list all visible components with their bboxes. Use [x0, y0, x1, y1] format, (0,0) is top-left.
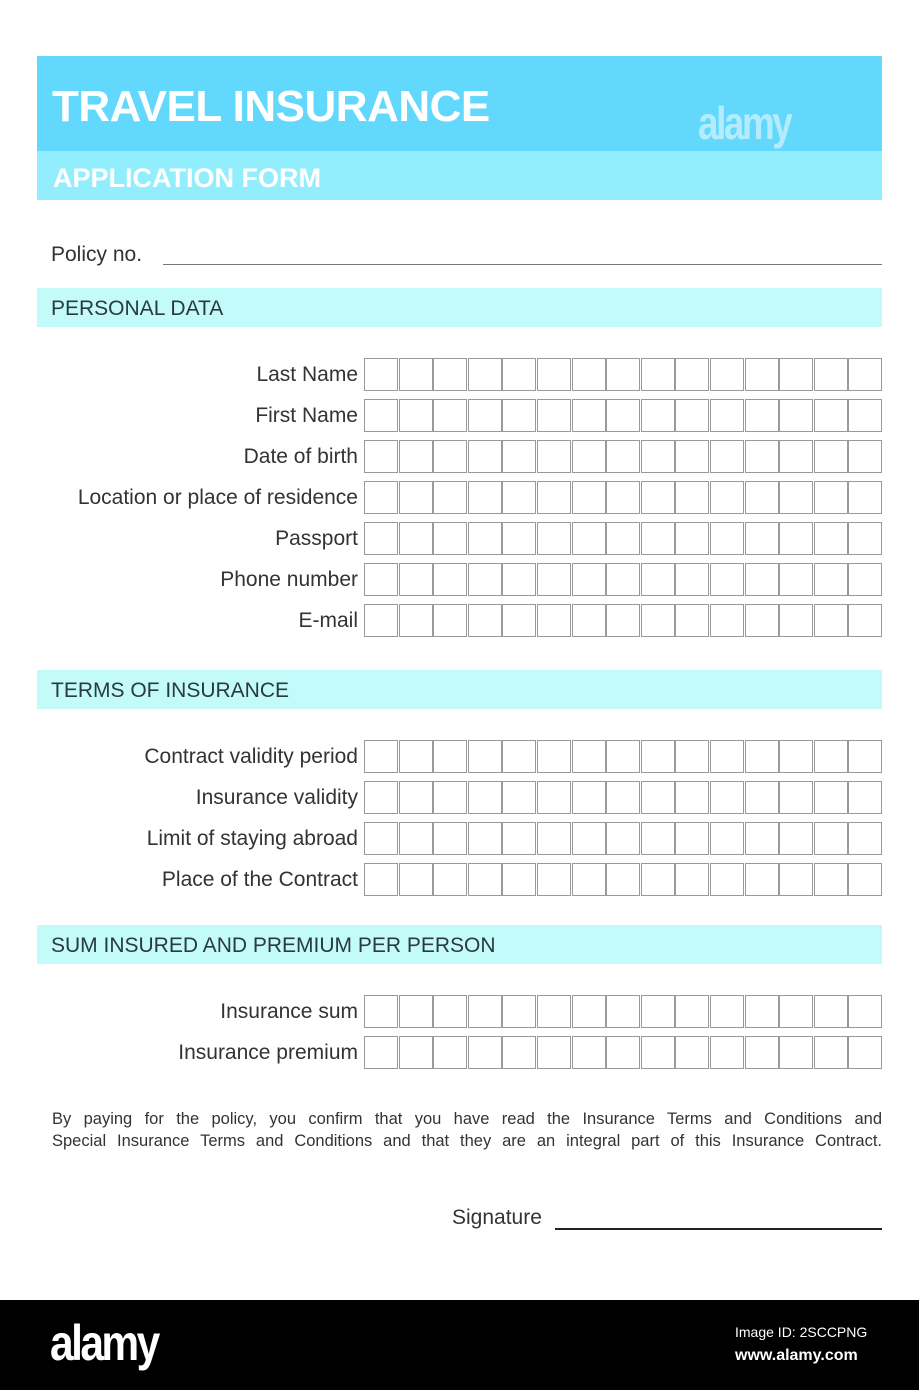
- character-box[interactable]: [848, 358, 882, 391]
- character-box[interactable]: [502, 522, 536, 555]
- character-box[interactable]: [641, 740, 675, 773]
- character-box[interactable]: [814, 1036, 848, 1069]
- character-box[interactable]: [364, 440, 398, 473]
- character-box[interactable]: [399, 863, 433, 896]
- character-box[interactable]: [710, 781, 744, 814]
- character-box[interactable]: [710, 740, 744, 773]
- character-box[interactable]: [641, 863, 675, 896]
- character-box[interactable]: [848, 604, 882, 637]
- character-box[interactable]: [675, 863, 709, 896]
- character-box[interactable]: [364, 604, 398, 637]
- section-header: [37, 670, 882, 709]
- character-box[interactable]: [675, 995, 709, 1028]
- character-box[interactable]: [433, 781, 467, 814]
- character-box[interactable]: [502, 604, 536, 637]
- disclaimer-line: Special Insurance Terms and Conditions and that they are an integral part of this Insurance Contract.: [52, 1132, 882, 1150]
- character-box[interactable]: [468, 604, 502, 637]
- character-box[interactable]: [710, 358, 744, 391]
- character-box[interactable]: [433, 863, 467, 896]
- character-box[interactable]: [675, 358, 709, 391]
- character-box[interactable]: [641, 399, 675, 432]
- character-box[interactable]: [537, 781, 571, 814]
- character-box[interactable]: [606, 995, 640, 1028]
- character-box[interactable]: [606, 740, 640, 773]
- character-box[interactable]: [537, 440, 571, 473]
- character-box[interactable]: [641, 822, 675, 855]
- character-box-field[interactable]: [364, 995, 882, 1028]
- character-box[interactable]: [814, 822, 848, 855]
- disclaimer: [52, 1108, 882, 1152]
- character-box[interactable]: [710, 604, 744, 637]
- character-box[interactable]: [537, 1036, 571, 1069]
- character-box-field[interactable]: [364, 781, 882, 814]
- character-box[interactable]: [572, 781, 606, 814]
- field-label: Location or place of residence: [77, 486, 358, 509]
- form-subtitle: APPLICATION FORM: [53, 163, 321, 193]
- character-box[interactable]: [710, 995, 744, 1028]
- character-box[interactable]: [364, 481, 398, 514]
- character-box[interactable]: [572, 604, 606, 637]
- character-box-field[interactable]: [364, 604, 882, 637]
- character-box[interactable]: [502, 563, 536, 596]
- character-box[interactable]: [779, 1036, 813, 1069]
- character-box[interactable]: [745, 440, 779, 473]
- field-label: First Name: [255, 404, 358, 427]
- character-box[interactable]: [537, 995, 571, 1028]
- character-box[interactable]: [399, 740, 433, 773]
- policy-number-label: Policy no.: [51, 243, 143, 266]
- character-box[interactable]: [399, 399, 433, 432]
- character-box[interactable]: [433, 399, 467, 432]
- character-box[interactable]: [364, 995, 398, 1028]
- character-box[interactable]: [572, 522, 606, 555]
- character-box[interactable]: [399, 481, 433, 514]
- character-box[interactable]: [606, 863, 640, 896]
- character-box[interactable]: [675, 481, 709, 514]
- character-box[interactable]: [814, 863, 848, 896]
- field-label: Date of birth: [243, 445, 358, 468]
- disclaimer-line: By paying for the policy, you confirm that you have read the Insurance Terms and Conditions and: [52, 1110, 882, 1128]
- character-box[interactable]: [814, 740, 848, 773]
- character-box-field[interactable]: [364, 563, 882, 596]
- character-box[interactable]: [433, 604, 467, 637]
- character-box[interactable]: [399, 781, 433, 814]
- character-box[interactable]: [710, 1036, 744, 1069]
- character-box[interactable]: [502, 863, 536, 896]
- character-box[interactable]: [675, 1036, 709, 1069]
- character-box[interactable]: [779, 604, 813, 637]
- character-box[interactable]: [364, 563, 398, 596]
- character-box[interactable]: [433, 358, 467, 391]
- character-box[interactable]: [641, 481, 675, 514]
- character-box[interactable]: [848, 399, 882, 432]
- field-label: Contract validity period: [144, 745, 358, 768]
- character-box[interactable]: [433, 440, 467, 473]
- character-box[interactable]: [572, 1036, 606, 1069]
- character-box[interactable]: [433, 481, 467, 514]
- character-box[interactable]: [364, 522, 398, 555]
- character-box[interactable]: [399, 1036, 433, 1069]
- character-box[interactable]: [675, 604, 709, 637]
- character-box[interactable]: [710, 399, 744, 432]
- character-box[interactable]: [814, 781, 848, 814]
- character-box[interactable]: [745, 481, 779, 514]
- character-box[interactable]: [848, 822, 882, 855]
- character-box[interactable]: [433, 822, 467, 855]
- character-box[interactable]: [641, 781, 675, 814]
- section-header: [37, 288, 882, 327]
- character-box[interactable]: [502, 1036, 536, 1069]
- character-box[interactable]: [745, 822, 779, 855]
- character-box[interactable]: [537, 481, 571, 514]
- character-box[interactable]: [537, 399, 571, 432]
- character-box[interactable]: [710, 481, 744, 514]
- character-box[interactable]: [814, 399, 848, 432]
- character-box[interactable]: [606, 522, 640, 555]
- character-box[interactable]: [572, 440, 606, 473]
- character-box[interactable]: [537, 604, 571, 637]
- character-box[interactable]: [779, 822, 813, 855]
- character-box[interactable]: [710, 563, 744, 596]
- character-box[interactable]: [641, 604, 675, 637]
- footer-url: www.alamy.com: [735, 1347, 858, 1364]
- character-box[interactable]: [675, 781, 709, 814]
- character-box[interactable]: [745, 522, 779, 555]
- character-box[interactable]: [745, 1036, 779, 1069]
- character-box-field[interactable]: [364, 358, 882, 391]
- character-box[interactable]: [537, 358, 571, 391]
- character-box[interactable]: [502, 740, 536, 773]
- character-box[interactable]: [572, 563, 606, 596]
- character-box[interactable]: [433, 563, 467, 596]
- character-box[interactable]: [745, 740, 779, 773]
- character-box[interactable]: [572, 822, 606, 855]
- character-box[interactable]: [364, 740, 398, 773]
- character-box[interactable]: [779, 358, 813, 391]
- character-box[interactable]: [848, 781, 882, 814]
- field-label: Limit of staying abroad: [146, 827, 358, 850]
- character-box-field[interactable]: [364, 740, 882, 773]
- character-box[interactable]: [572, 995, 606, 1028]
- section-title: TERMS OF INSURANCE: [51, 679, 290, 702]
- character-box[interactable]: [537, 863, 571, 896]
- character-box[interactable]: [848, 863, 882, 896]
- character-box[interactable]: [364, 863, 398, 896]
- character-box[interactable]: [675, 440, 709, 473]
- character-box[interactable]: [675, 522, 709, 555]
- character-box[interactable]: [745, 399, 779, 432]
- character-box[interactable]: [572, 863, 606, 896]
- character-box[interactable]: [364, 781, 398, 814]
- character-box[interactable]: [364, 358, 398, 391]
- character-box[interactable]: [848, 740, 882, 773]
- character-box[interactable]: [468, 399, 502, 432]
- character-box[interactable]: [433, 740, 467, 773]
- character-box[interactable]: [814, 604, 848, 637]
- character-box[interactable]: [779, 781, 813, 814]
- character-box-field[interactable]: [364, 863, 882, 896]
- character-box[interactable]: [848, 522, 882, 555]
- character-box[interactable]: [848, 481, 882, 514]
- character-box[interactable]: [537, 740, 571, 773]
- character-box[interactable]: [502, 781, 536, 814]
- character-box[interactable]: [814, 522, 848, 555]
- character-box[interactable]: [468, 740, 502, 773]
- character-box[interactable]: [572, 740, 606, 773]
- field-label: Passport: [275, 527, 358, 550]
- character-box[interactable]: [641, 1036, 675, 1069]
- character-box[interactable]: [606, 604, 640, 637]
- character-box[interactable]: [848, 563, 882, 596]
- character-box-field[interactable]: [364, 440, 882, 473]
- field-label: Phone number: [220, 568, 358, 591]
- character-box[interactable]: [779, 481, 813, 514]
- character-box[interactable]: [502, 995, 536, 1028]
- character-box[interactable]: [675, 740, 709, 773]
- character-box[interactable]: [502, 822, 536, 855]
- character-box[interactable]: [468, 563, 502, 596]
- character-box[interactable]: [745, 995, 779, 1028]
- character-box[interactable]: [814, 440, 848, 473]
- character-box[interactable]: [399, 563, 433, 596]
- character-box[interactable]: [468, 995, 502, 1028]
- character-box[interactable]: [710, 522, 744, 555]
- section-title: PERSONAL DATA: [51, 297, 224, 320]
- image-id: Image ID: 2SCCPNG: [735, 1324, 868, 1340]
- character-box[interactable]: [779, 440, 813, 473]
- character-box[interactable]: [745, 563, 779, 596]
- signature-field[interactable]: [555, 1228, 882, 1230]
- character-box[interactable]: [641, 563, 675, 596]
- character-box[interactable]: [675, 399, 709, 432]
- section-title: SUM INSURED AND PREMIUM PER PERSON: [51, 934, 496, 957]
- watermark-logo: alamy: [698, 97, 791, 149]
- character-box[interactable]: [606, 440, 640, 473]
- character-box[interactable]: [399, 604, 433, 637]
- field-label: Place of the Contract: [161, 868, 358, 891]
- character-box[interactable]: [745, 863, 779, 896]
- form-title: TRAVEL INSURANCE: [52, 82, 490, 131]
- character-box[interactable]: [745, 781, 779, 814]
- character-box[interactable]: [710, 440, 744, 473]
- character-box[interactable]: [779, 995, 813, 1028]
- character-box[interactable]: [606, 822, 640, 855]
- field-label: Insurance premium: [178, 1041, 358, 1064]
- character-box[interactable]: [502, 481, 536, 514]
- alamy-logo: alamy: [50, 1315, 158, 1371]
- character-box[interactable]: [399, 358, 433, 391]
- character-box[interactable]: [468, 863, 502, 896]
- character-box[interactable]: [537, 822, 571, 855]
- character-box[interactable]: [468, 781, 502, 814]
- character-box[interactable]: [606, 481, 640, 514]
- character-box[interactable]: [814, 563, 848, 596]
- character-box[interactable]: [468, 358, 502, 391]
- character-box[interactable]: [468, 822, 502, 855]
- field-label: Insurance sum: [220, 1000, 358, 1023]
- character-box[interactable]: [572, 358, 606, 391]
- character-box[interactable]: [468, 1036, 502, 1069]
- signature-label: Signature: [452, 1206, 542, 1229]
- policy-number-field[interactable]: [163, 264, 882, 265]
- character-box-field[interactable]: [364, 399, 882, 432]
- character-box[interactable]: [606, 358, 640, 391]
- character-box[interactable]: [779, 863, 813, 896]
- character-box[interactable]: [364, 399, 398, 432]
- character-box[interactable]: [641, 440, 675, 473]
- character-box[interactable]: [572, 481, 606, 514]
- character-box-field[interactable]: [364, 1036, 882, 1069]
- field-label: E-mail: [298, 609, 358, 632]
- character-box[interactable]: [572, 399, 606, 432]
- character-box[interactable]: [606, 563, 640, 596]
- character-box[interactable]: [710, 863, 744, 896]
- field-label: Last Name: [256, 363, 358, 386]
- character-box[interactable]: [502, 399, 536, 432]
- character-box[interactable]: [814, 481, 848, 514]
- character-box[interactable]: [606, 1036, 640, 1069]
- character-box[interactable]: [399, 522, 433, 555]
- character-box[interactable]: [468, 522, 502, 555]
- character-box[interactable]: [537, 522, 571, 555]
- character-box[interactable]: [675, 563, 709, 596]
- character-box[interactable]: [468, 440, 502, 473]
- character-box[interactable]: [468, 481, 502, 514]
- character-box[interactable]: [502, 440, 536, 473]
- character-box[interactable]: [433, 522, 467, 555]
- section-header: [37, 925, 882, 964]
- character-box[interactable]: [779, 522, 813, 555]
- character-box[interactable]: [779, 399, 813, 432]
- character-box[interactable]: [779, 563, 813, 596]
- character-box[interactable]: [399, 995, 433, 1028]
- character-box[interactable]: [814, 995, 848, 1028]
- character-box[interactable]: [399, 440, 433, 473]
- character-box[interactable]: [399, 822, 433, 855]
- field-label: Insurance validity: [195, 786, 358, 809]
- character-box[interactable]: [848, 440, 882, 473]
- character-box[interactable]: [745, 358, 779, 391]
- character-box[interactable]: [848, 1036, 882, 1069]
- character-box[interactable]: [745, 604, 779, 637]
- character-box[interactable]: [433, 995, 467, 1028]
- character-box-field[interactable]: [364, 822, 882, 855]
- character-box[interactable]: [606, 781, 640, 814]
- character-box[interactable]: [364, 822, 398, 855]
- character-box[interactable]: [433, 1036, 467, 1069]
- character-box[interactable]: [364, 1036, 398, 1069]
- character-box[interactable]: [606, 399, 640, 432]
- character-box[interactable]: [502, 358, 536, 391]
- character-box[interactable]: [814, 358, 848, 391]
- character-box[interactable]: [537, 563, 571, 596]
- character-box-field[interactable]: [364, 481, 882, 514]
- character-box[interactable]: [848, 995, 882, 1028]
- character-box[interactable]: [641, 358, 675, 391]
- character-box[interactable]: [641, 995, 675, 1028]
- character-box[interactable]: [779, 740, 813, 773]
- character-box[interactable]: [710, 822, 744, 855]
- character-box[interactable]: [641, 522, 675, 555]
- character-box-field[interactable]: [364, 522, 882, 555]
- character-box[interactable]: [675, 822, 709, 855]
